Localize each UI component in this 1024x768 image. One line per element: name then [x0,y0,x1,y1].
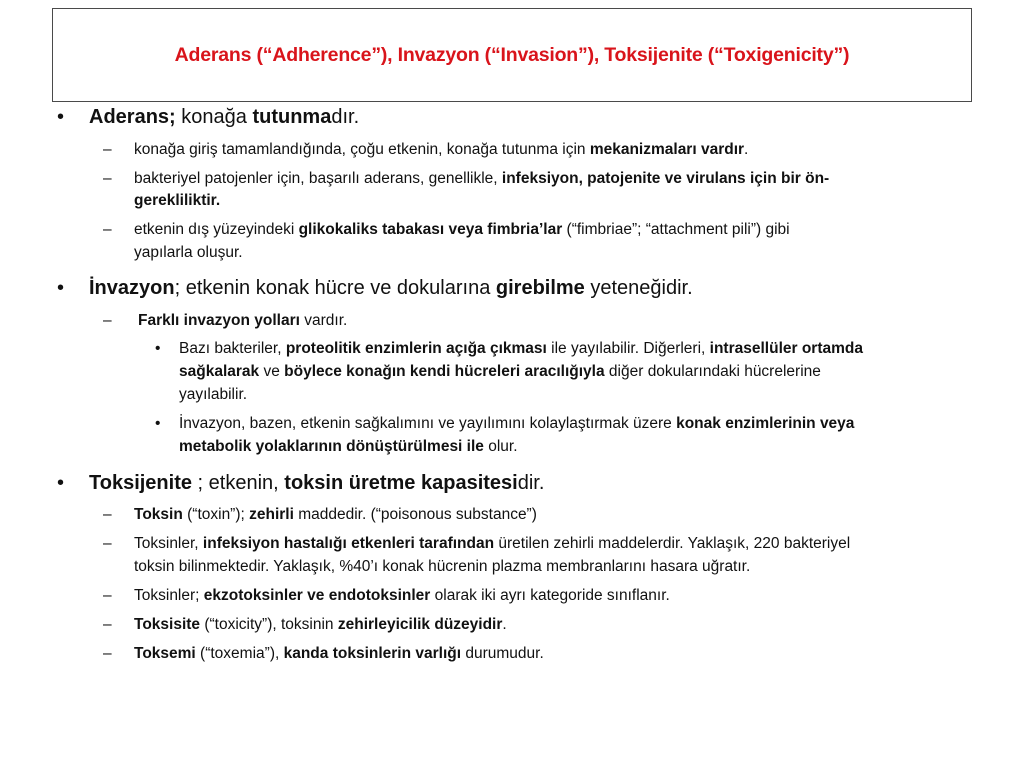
bullet-marker: • [155,415,161,432]
list-item: Toksin (“toxin”); zehirli maddedir. (“poisonous substance”) [134,506,537,523]
sub-list-item: İnvazyon, bazen, etkenin sağkalımını ve yayılımını kolaylaştırmak üzere konak enzimlerinin veya [179,415,855,432]
bullet-marker: • [155,340,161,357]
list-item-continuation: toksin bilinmektedir. Yaklaşık, %40’ı konak hücrenin plazma membranlarını hasara uğratır. [134,558,751,575]
list-item-continuation: gerekliliktir. [134,192,221,209]
sub-list-item-continuation: yayılabilir. [179,386,248,403]
bullet-marker: • [57,106,65,128]
section-heading-aderans: Aderans; konağa tutunmadır. [89,106,360,128]
sub-list-item-continuation: sağkalarak ve böylece konağın kendi hücreleri aracılığıyla diğer dokularındaki hücrelerine [179,363,821,380]
list-item: bakteriyel patojenler için, başarılı aderans, genellikle, infeksiyon, patojenite ve virulans için bir ön- [134,170,830,187]
sub-list-item-continuation: metabolik yolaklarının dönüştürülmesi ile olur. [179,438,518,455]
dash-marker: – [103,645,112,662]
dash-marker: – [103,587,112,604]
list-item: Toksemi (“toxemia”), kanda toksinlerin varlığı durumudur. [134,645,544,662]
bullet-marker: • [57,277,65,299]
bullet-marker: • [57,472,65,494]
list-item: Toksinler, infeksiyon hastalığı etkenleri tarafından üretilen zehirli maddelerdir. Yaklaşık, 220 bakteriyel [134,535,851,552]
list-item-continuation: yapılarla oluşur. [134,244,243,261]
slide-title: Aderans (“Adherence”), Invazyon (“Invasion”), Toksijenite (“Toxigenicity”) [174,43,850,66]
section-heading-invazyon: İnvazyon; etkenin konak hücre ve dokularına girebilme yeteneğidir. [89,277,693,299]
section-heading-toksijenite: Toksijenite ; etkenin, toksin üretme kapasitesidir. [89,472,545,494]
dash-marker: – [103,506,112,523]
dash-marker: – [103,616,112,633]
list-item: Toksinler; ekzotoksinler ve endotoksinler olarak iki ayrı kategoride sınıflanır. [134,587,670,604]
sub-list-item: Bazı bakteriler, proteolitik enzimlerin açığa çıkması ile yayılabilir. Diğerleri, intrasellüler ortamda [179,340,863,357]
dash-marker: – [103,141,112,158]
list-item: konağa giriş tamamlandığında, çoğu etkenin, konağa tutunma için mekanizmaları vardır. [134,141,749,158]
dash-marker: – [103,221,112,238]
list-item: etkenin dış yüzeyindeki glikokaliks tabakası veya fimbria’lar (“fimbriae”; “attachment pili”) gibi [134,221,790,238]
list-item: Farklı invazyon yolları vardır. [138,312,348,329]
list-item: Toksisite (“toxicity”), toksinin zehirleyicilik düzeyidir. [134,616,507,633]
dash-marker: – [103,170,112,187]
dash-marker: – [103,535,112,552]
dash-marker: – [103,312,112,329]
